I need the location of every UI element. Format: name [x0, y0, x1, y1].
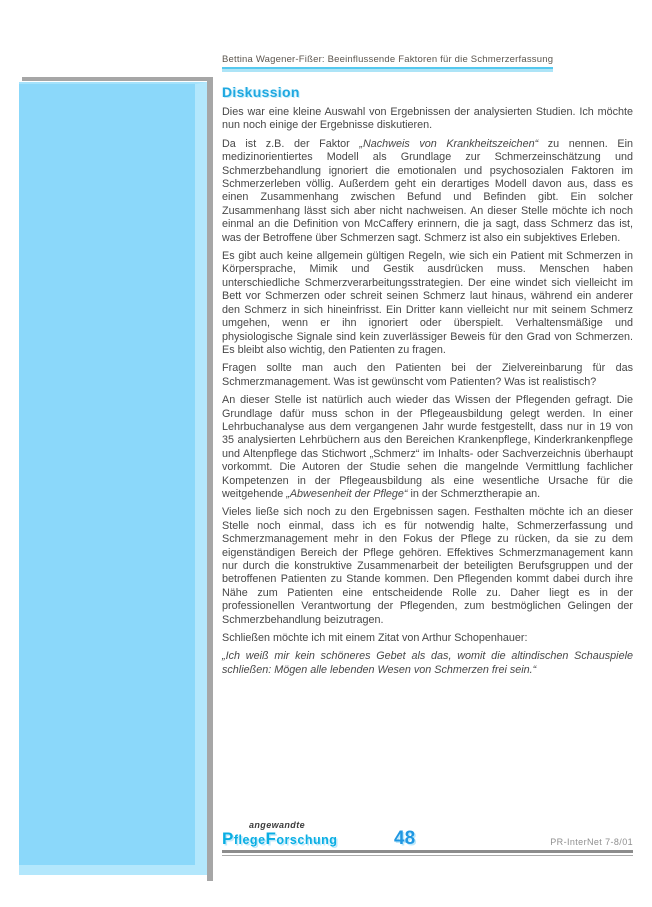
page-footer — [222, 814, 633, 856]
paragraph-2-pre: Da ist z.B. der Faktor — [222, 137, 360, 150]
paragraph-6 — [222, 506, 633, 627]
paragraph-6-text: Vieles ließe sich noch zu den Ergebnissen sagen. Festhalten möchte ich an dieser Stelle noch einmal, dass ich es für notwendig halte, Schmerzerfassung und Schmerzmanagement mehr in den Fokus der Pflege zu rücken, da sie zu dem eigenständigen Bereich der Pflege gehören. Effektives Schmerzmanagement kann nur durch die konstruktive Zusammenarbeit der beteiligten Berufsgruppen und der betroffenen Patienten zu Stande kommen. Den Pflegenden kommt dabei durch ihre Nähe zum Patienten eine entscheidende Rolle zu. Daher liegt es in der professionellen Verantwortung der Pflegenden, zum bestmöglichen Gelingen der Schmerzbehandlung beizutragen. — [222, 506, 633, 626]
sidebar-shadow-top — [22, 77, 213, 81]
paragraph-5-pre: An dieser Stelle ist natürlich auch wieder das Wissen der Pflegenden gefragt. Die Grundlage dafür muss schon in der Pflegeausbildung gelegt werden. In einer Lehrbuchanalyse aus dem vergangenen Jahr wurde festgestellt, dass nur in 19 von 35 analysierten Lehrbüchern aus den Bereichen Krankenpflege, Kinderkrankenpflege und Altenpflege das Stichwort „Schmerz“ im Inhalts- oder Sachverzeichnis überhaupt vorkommt. Die Autoren der Studie sehen die mangelnde Vermittlung fachlicher Kompetenzen in der Pflegeausbildung als eine wesentliche Ursache für die weitgehende — [222, 394, 633, 500]
journal-brand — [222, 821, 337, 848]
paragraph-2-post: zu nennen. Ein medizinorientiertes Modell als Grundlage zur Schmerzeinschätzung und Schmerzbehandlung ignoriert die emotionalen und psychosozialen Faktoren im Schmerzerleben völlig. Außerdem geht ein derartiges Modell davon aus, dass es einen Zusammenhang zwischen Befund und Befinden gibt. Ein solcher Zusammenhang lässt sich aber nicht nachweisen. An dieser Stelle möchte ich noch einmal an die Definition von McCaffery erinnern, die ja sagt, dass Schmerz das ist, was der Betroffene über Schmerzen sagt. Schmerz ist also ein subjektives Erleben. — [222, 137, 633, 244]
paragraph-5-italic-quote: „Abwesenheit der Pflege“ — [286, 487, 408, 500]
closing-quote — [222, 650, 633, 677]
paragraph-5 — [222, 394, 633, 501]
paragraph-3-text: Es gibt auch keine allgemein gültigen Regeln, wie sich ein Patient mit Schmerzen in Körpersprache, Mimik und Gestik ausdrücken muss. Menschen haben unterschiedliche Schmerzverarbeitungsstrategien. Der eine windet sich vielleicht im Bett vor Schmerzen oder schreit seinen Schmerz laut hinaus, während ein anderer den Schmerz in sich hineinfrisst. Ein Dritter kann vielleicht nur mit seinem Schmerz umgehen, wenn er ihn ignoriert oder überspielt. Verhaltensmäßige und physiologische Signale sind kein zuverlässiger Beweis für den Grad von Schmerzen. Es bleibt also wichtig, den Patienten zu fragen. — [222, 250, 633, 356]
paragraph-1-text: Dies war eine kleine Auswahl von Ergebnissen der analysierten Studien. Ich möchte nun noch einige der Ergebnisse diskutieren. — [222, 106, 633, 132]
paragraph-1 — [222, 106, 633, 133]
sidebar-shadow-right — [207, 77, 213, 881]
paragraph-2 — [222, 138, 633, 245]
journal-brand-name — [222, 831, 337, 848]
article-content — [222, 0, 633, 682]
paragraph-2-italic-quote: „Nachweis von Krankheitszeichen“ — [359, 137, 539, 150]
paragraph-7-text: Schließen möchte ich mit einem Zitat von Arthur Schopenhauer: — [222, 632, 528, 645]
journal-brand-tagline: angewandte — [249, 820, 306, 830]
issue-label: PR-InterNet 7-8/01 — [550, 837, 633, 847]
brand-word-pflege: Pflege — [222, 829, 266, 848]
paragraph-7 — [222, 632, 633, 645]
paragraph-5-post: in der Schmerztherapie an. — [407, 487, 541, 500]
page-number: 48 — [394, 828, 416, 849]
closing-quote-text: „Ich weiß mir kein schöneres Gebet als das, womit die altindischen Schauspiele schließen: Mögen alle lebenden Wesen von Schmerzen frei sein.“ — [222, 650, 633, 676]
running-header: Bettina Wagener-Fißer: Beeinflussende Faktoren für die Schmerzerfassung — [222, 54, 553, 69]
footer-rule — [222, 850, 633, 856]
paragraph-4-text: Fragen sollte man auch den Patienten bei der Zielvereinbarung für das Schmerzmanagement. Was ist gewünscht vom Patienten? Was ist realistisch? — [222, 362, 633, 388]
section-heading: Diskussion — [222, 84, 300, 100]
paragraph-4 — [222, 362, 633, 389]
sidebar-decoration — [19, 82, 207, 875]
brand-word-forschung: Forschung — [265, 829, 338, 848]
paragraph-3 — [222, 250, 633, 357]
